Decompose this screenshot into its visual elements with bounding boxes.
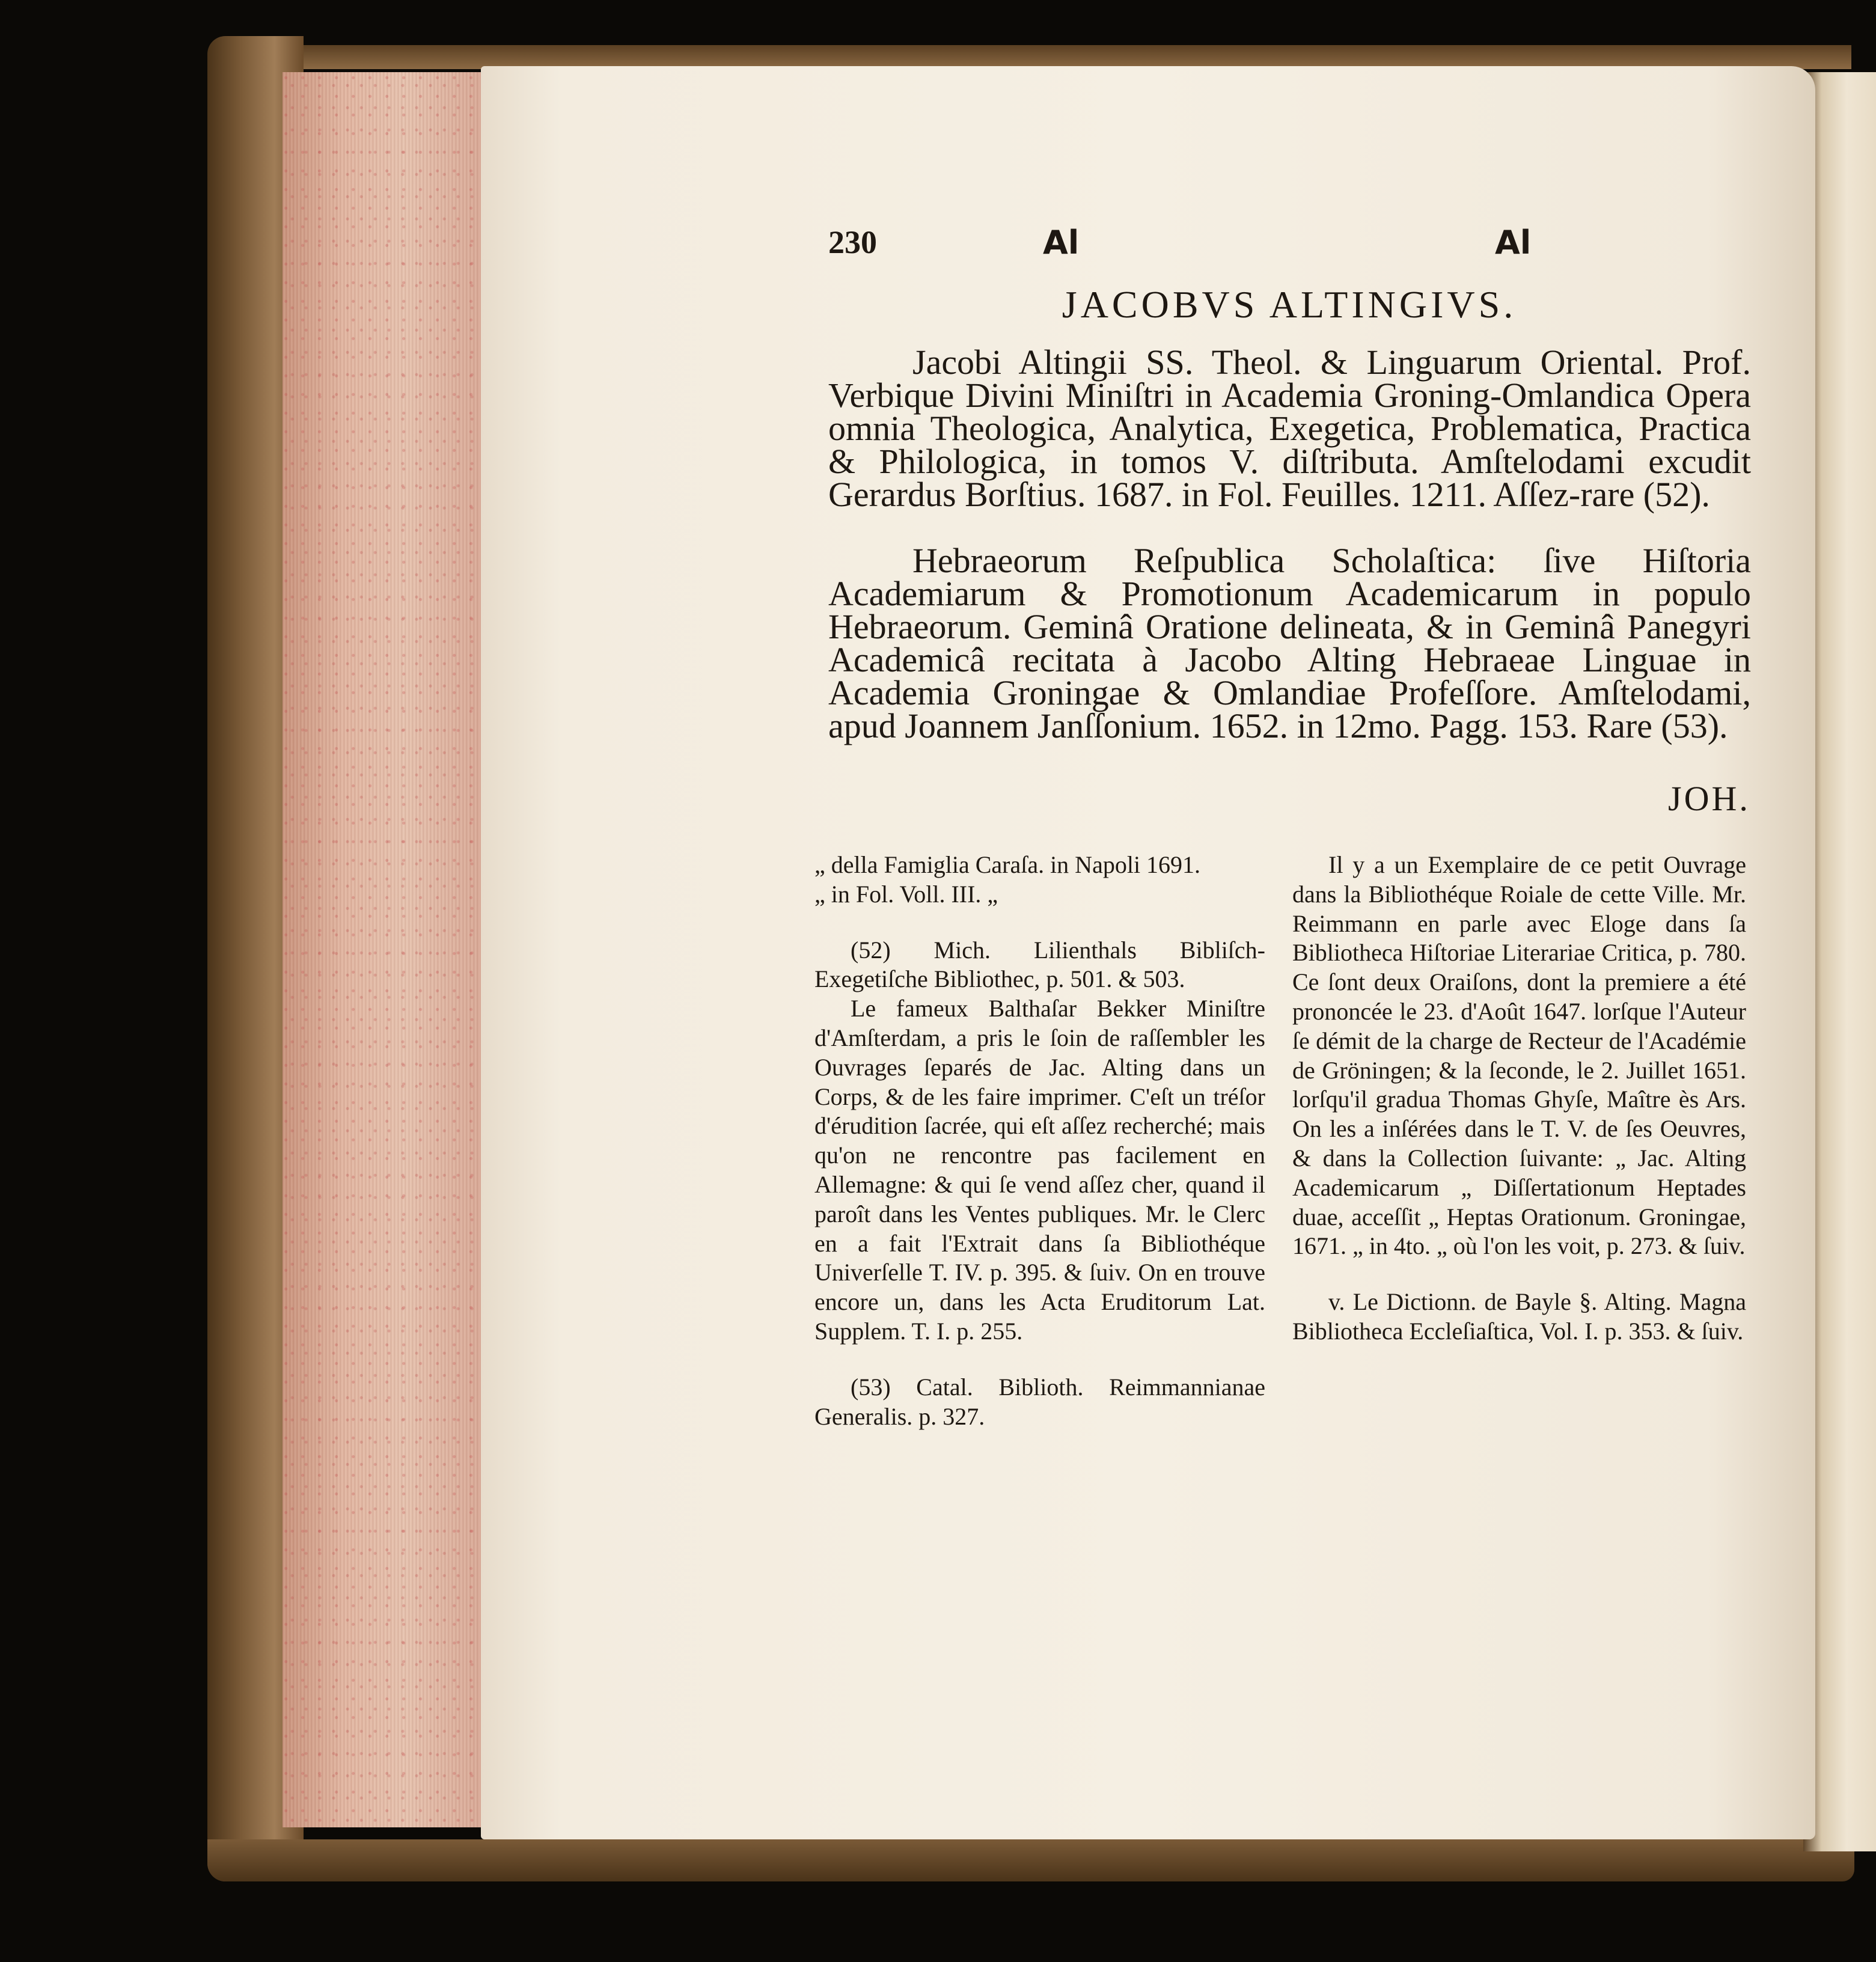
catchword: JOH. (1668, 779, 1750, 818)
page-edges (283, 72, 490, 1827)
notes-left-column (814, 851, 1265, 1431)
footnote-53-text: Il y a un Exemplaire de ce petit Ouvrage dans la Bibliothéque Roiale de cette Ville. Mr. Reimmann en parle avec Eloge dans ſa Bibliotheca Hiſtoriae Literariae Critica, p. 780. Ce ſont deux Oraiſons, dont la premiere a été prononcée le 23. d'Août 1647. lorſque l'Auteur ſe démit de la charge de Recteur de l'Académie de Gröningen; & la ſeconde, le 2. Juillet 1651. lorſqu'il gradua Thomas Ghyſe, Maître ès Ars. On les a inſérées dans le T. V. de ſes Oeuvres, & dans la Collection ſuivante: „ Jac. Alting Academicarum „ Diſſertationum Heptades duae, acceſſit „ Heptas Orationum. Groningae, 1671. „ in 4to. „ où l'on les voit, p. 273. & ſuiv. (1292, 851, 1746, 1260)
note-line: „ della Famiglia Caraſa. in Napoli 1691. (814, 851, 1201, 878)
running-head-right: Al (1495, 224, 1532, 261)
entry-paragraph-2: Hebraeorum Reſpublica Scholaſtica: ſive Hiſtoria Academiarum & Promotionum Academicarum in populo Hebraeorum. Geminâ Oratione delineata, & in Geminâ Panegyri Academicâ recitata à Jacobo Alting Hebraeae Linguae in Academia Groningae & Omlandiae Profeſſore. Amſtelodami, apud Joannem Janſſonium. 1652. in 12mo. Pagg. 153. Rare (53). (828, 541, 1751, 745)
entry-title: JACOBVS ALTINGIVS. (1062, 283, 1517, 326)
book-cover-bottom (207, 1839, 1854, 1881)
running-head-left: Al (1043, 224, 1080, 261)
entry-paragraph-1: Jacobi Altingii SS. Theol. & Linguarum Oriental. Prof. Verbique Divini Miniſtri in Academia Groning-Omlandica Opera omnia Theologica, Analytica, Exegetica, Problematica, Practica & Philologica, in tomos V. diſtributa. Amſtelodami excudit Gerardus Borſtius. 1687. in Fol. Feuilles. 1211. Aſſez-rare (52). (828, 343, 1751, 514)
note-line: „ in Fol. Voll. III. „ (814, 880, 998, 908)
footnote-52-text: Le fameux Balthaſar Bekker Miniſtre d'Amſterdam, a pris le ſoin de raſſembler les Ouvrages ſeparés de Jac. Alting dans un Corps, & de les faire imprimer. C'eſt un tréſor d'érudition ſacrée, qui eſt aſſez recherché; mais qu'on ne rencontre pas facilement en Allemagne: & qui ſe vend aſſez cher, quand il paroît dans les Ventes publiques. Mr. le Clerc en a fait l'Extrait dans ſa Bibliothéque Univerſelle T. IV. p. 395. & ſuiv. On en trouve encore un, dans les Acta Eruditorum Lat. Supplem. T. I. p. 255. (814, 995, 1265, 1345)
page-number: 230 (828, 224, 877, 260)
footnote-53: (53) Catal. Biblioth. Reimmannianae Generalis. p. 327. (814, 1373, 1265, 1430)
footnote-52: (52) Mich. Lilienthals Bibliſch-Exegetiſche Bibliothec, p. 501. & 503. (814, 936, 1265, 993)
book-cover-top (228, 45, 1851, 69)
notes-right-column (1292, 851, 1746, 1346)
footnote-references: v. Le Dictionn. de Bayle §. Alting. Magna Bibliotheca Eccleſiaſtica, Vol. I. p. 353. & ſuiv. (1292, 1288, 1746, 1345)
